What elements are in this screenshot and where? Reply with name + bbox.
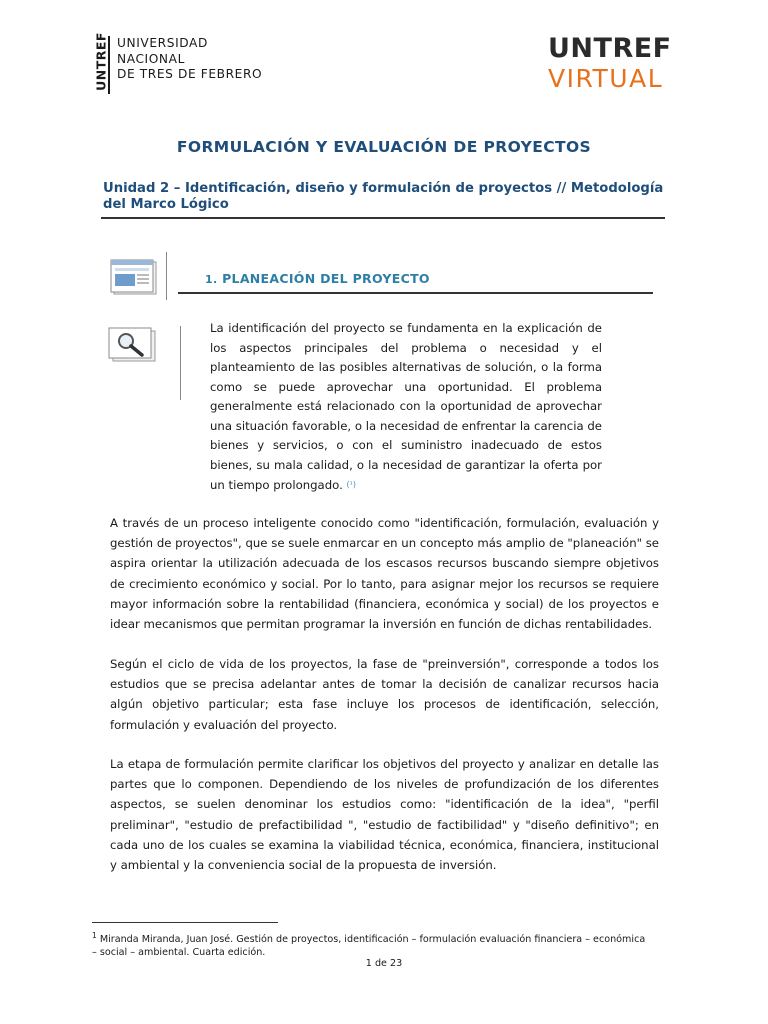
logo-university-name xyxy=(117,36,262,83)
page-number: 1 de 23 xyxy=(365,958,403,969)
magnifier-icon xyxy=(106,326,158,366)
logo-line: UNIVERSIDAD xyxy=(117,36,208,50)
logo-divider xyxy=(108,36,110,94)
intro-text: La identificación del proyecto se fundamenta en la explicación de los aspectos principales del problema o necesidad y el planteamiento de las posibles alternativas de solución, o la forma como se puede aprovechar una oportunidad. El problema generalmente está relacionado con la oportunidad de aprovechar una situación favorable, o la necesidad de enfrentar la carencia de bienes y servicios, o con el suministro inadecuado de estos bienes, su mala calidad, o la necesidad de garantizar la oferta por un tiempo prolongado. xyxy=(210,321,602,492)
footnote-reference[interactable]: (¹) xyxy=(346,480,356,489)
untref-logo xyxy=(90,32,290,98)
section-vertical-rule xyxy=(166,252,167,300)
logo-line: DE TRES DE FEBRERO xyxy=(117,67,263,81)
logo-line: NACIONAL xyxy=(117,51,185,66)
footnote-marker: 1 xyxy=(92,931,97,940)
section-number: 1. xyxy=(205,273,218,286)
body-paragraph: Según el ciclo de vida de los proyectos, la fase de "preinversión", corresponde a todos los estudios que se precisa adelantar antes de tomar la decisión de canalizar recursos hacia algún objetivo particular; esta fase incluye los procesos de identificación, selección, formulación y evaluación del proyecto. xyxy=(110,657,659,732)
body-paragraph: La etapa de formulación permite clarificar los objetivos del proyecto y analizar en detalle las partes que lo componen. Dependiendo de los niveles de profundización de los diferentes aspectos, se suelen denominar los estudios como: "identificación de la idea", "perfil preliminar", "estudio de prefactibilidad ", "estudio de factibilidad" y "diseño definitivo"; en cada uno de los cuales se examina la viabilidad técnica, económica, financiera, institucional y ambiental y la conveniencia social de la propuesta de inversión. xyxy=(110,757,659,873)
logo-vertical-text: UNTREF xyxy=(93,32,109,91)
untref-virtual-logo xyxy=(548,34,678,96)
unit-divider xyxy=(101,217,665,219)
section-divider xyxy=(178,292,653,294)
footnote xyxy=(92,929,652,959)
logo-virtual-line1: UNTREF xyxy=(548,33,672,64)
intro-vertical-rule xyxy=(180,326,181,400)
section-heading xyxy=(205,271,430,286)
unit-heading: Unidad 2 – Identificación, diseño y formulación de proyectos // Metodología del Marco Lógico xyxy=(103,181,664,212)
body-paragraph: A través de un proceso inteligente conocido como "identificación, formulación, evaluación y gestión de proyectos", que se suele enmarcar en un concepto más amplio de "planeación" se aspira orientar la utilización adecuada de los escasos recursos buscando siempre objetivos de crecimiento económico y social. Por lo tanto, para asignar mejor los recursos se requiere mayor información sobre la rentabilidad (financiera, económica y social) de los proyectos e idear mecanismos que permitan programar la inversión en función de dichas rentabilidades. xyxy=(110,516,659,632)
document-title: FORMULACIÓN Y EVALUACIÓN DE PROYECTOS xyxy=(176,138,592,156)
footnote-text: Miranda Miranda, Juan José. Gestión de proyectos, identificación – formulación evaluación financiera – económica – social – ambiental. Cuarta edición. xyxy=(92,934,646,959)
logo-virtual-line2: VIRTUAL xyxy=(548,64,664,93)
section-title: PLANEACIÓN DEL PROYECTO xyxy=(222,271,430,286)
intro-paragraph xyxy=(210,319,602,496)
document-window-icon xyxy=(108,258,160,298)
footnote-divider xyxy=(92,922,278,923)
